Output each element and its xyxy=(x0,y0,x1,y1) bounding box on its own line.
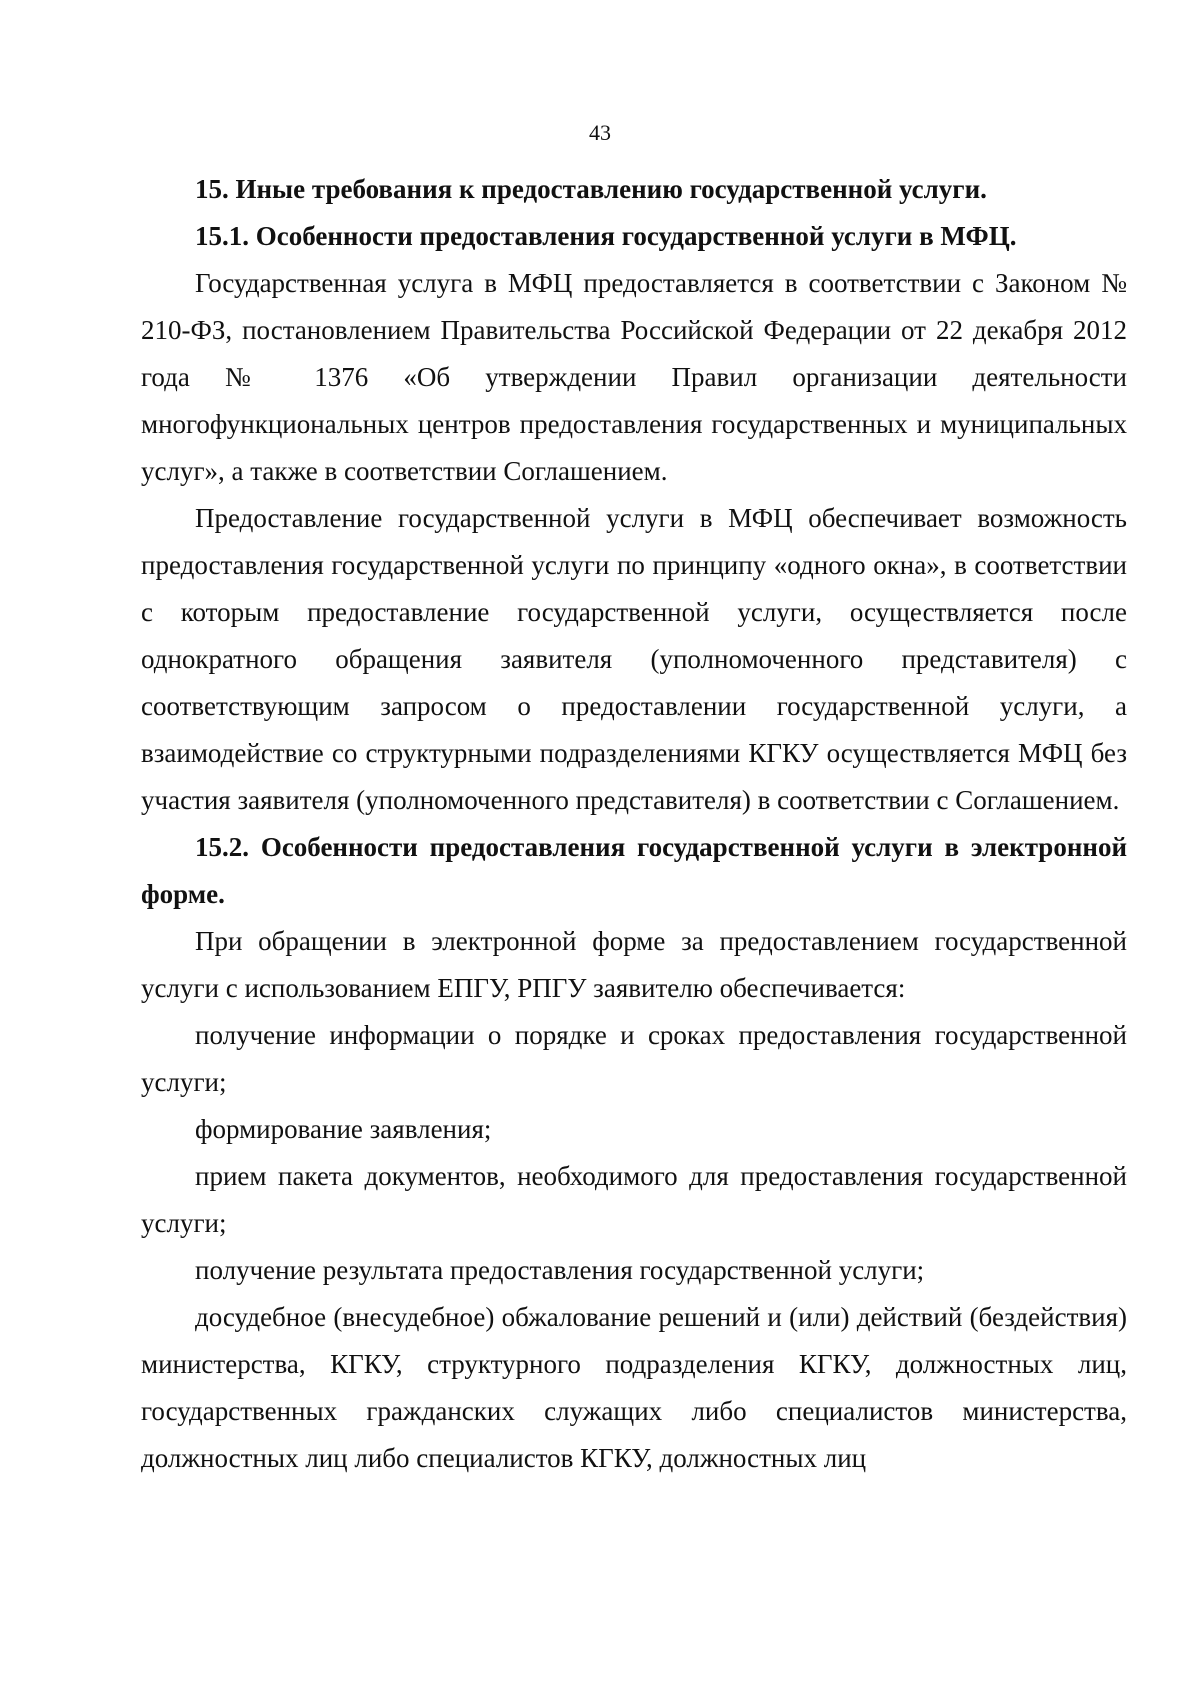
section-heading-15-1: 15.1. Особенности предоставления государственной услуги в МФЦ. xyxy=(195,221,1017,251)
list-item-documents: прием пакета документов, необходимого для предоставления государственной услуги; xyxy=(141,1161,1127,1238)
list-item-application: формирование заявления; xyxy=(195,1114,492,1144)
paragraph-mfc-legal-basis: Государственная услуга в МФЦ предоставляется в соответствии с Законом № 210-ФЗ, постановлением Правительства Российской Федерации от 22 декабря 2012 года № 1376 «Об утверждении Правил организации деятельности многофункциональных центров предоставления государственных и муниципальных услуг», а также в соответствии Соглашением. xyxy=(141,268,1127,486)
list-item-information: получение информации о порядке и сроках предоставления государственной услуги; xyxy=(141,1020,1127,1097)
list-item-appeal: досудебное (внесудебное) обжалование решений и (или) действий (бездействия) министерства, КГКУ, структурного подразделения КГКУ, должностных лиц, государственных гражданских служащих либо специалистов министерства, должностных лиц либо специалистов КГКУ, должностных лиц xyxy=(141,1302,1127,1473)
list-item-result: получение результата предоставления государственной услуги; xyxy=(195,1255,925,1285)
paragraph-electronic-form: При обращении в электронной форме за предоставлением государственной услуги с использованием ЕПГУ, РПГУ заявителю обеспечивается: xyxy=(141,926,1127,1003)
section-heading-15-2: 15.2. Особенности предоставления государственной услуги в электронной форме. xyxy=(141,832,1127,909)
section-heading-15: 15. Иные требования к предоставлению государственной услуги. xyxy=(195,174,987,204)
document-body xyxy=(141,166,1127,1482)
paragraph-one-window: Предоставление государственной услуги в МФЦ обеспечивает возможность предоставления государственной услуги по принципу «одного окна», в соответствии с которым предоставление государственной услуги, осуществляется после однократного обращения заявителя (уполномоченного представителя) с соответствующим запросом о предоставлении государственной услуги, а взаимодействие со структурными подразделениями КГКУ осуществляется МФЦ без участия заявителя (уполномоченного представителя) в соответствии с Соглашением. xyxy=(141,503,1127,815)
page-number: 43 xyxy=(589,120,611,145)
